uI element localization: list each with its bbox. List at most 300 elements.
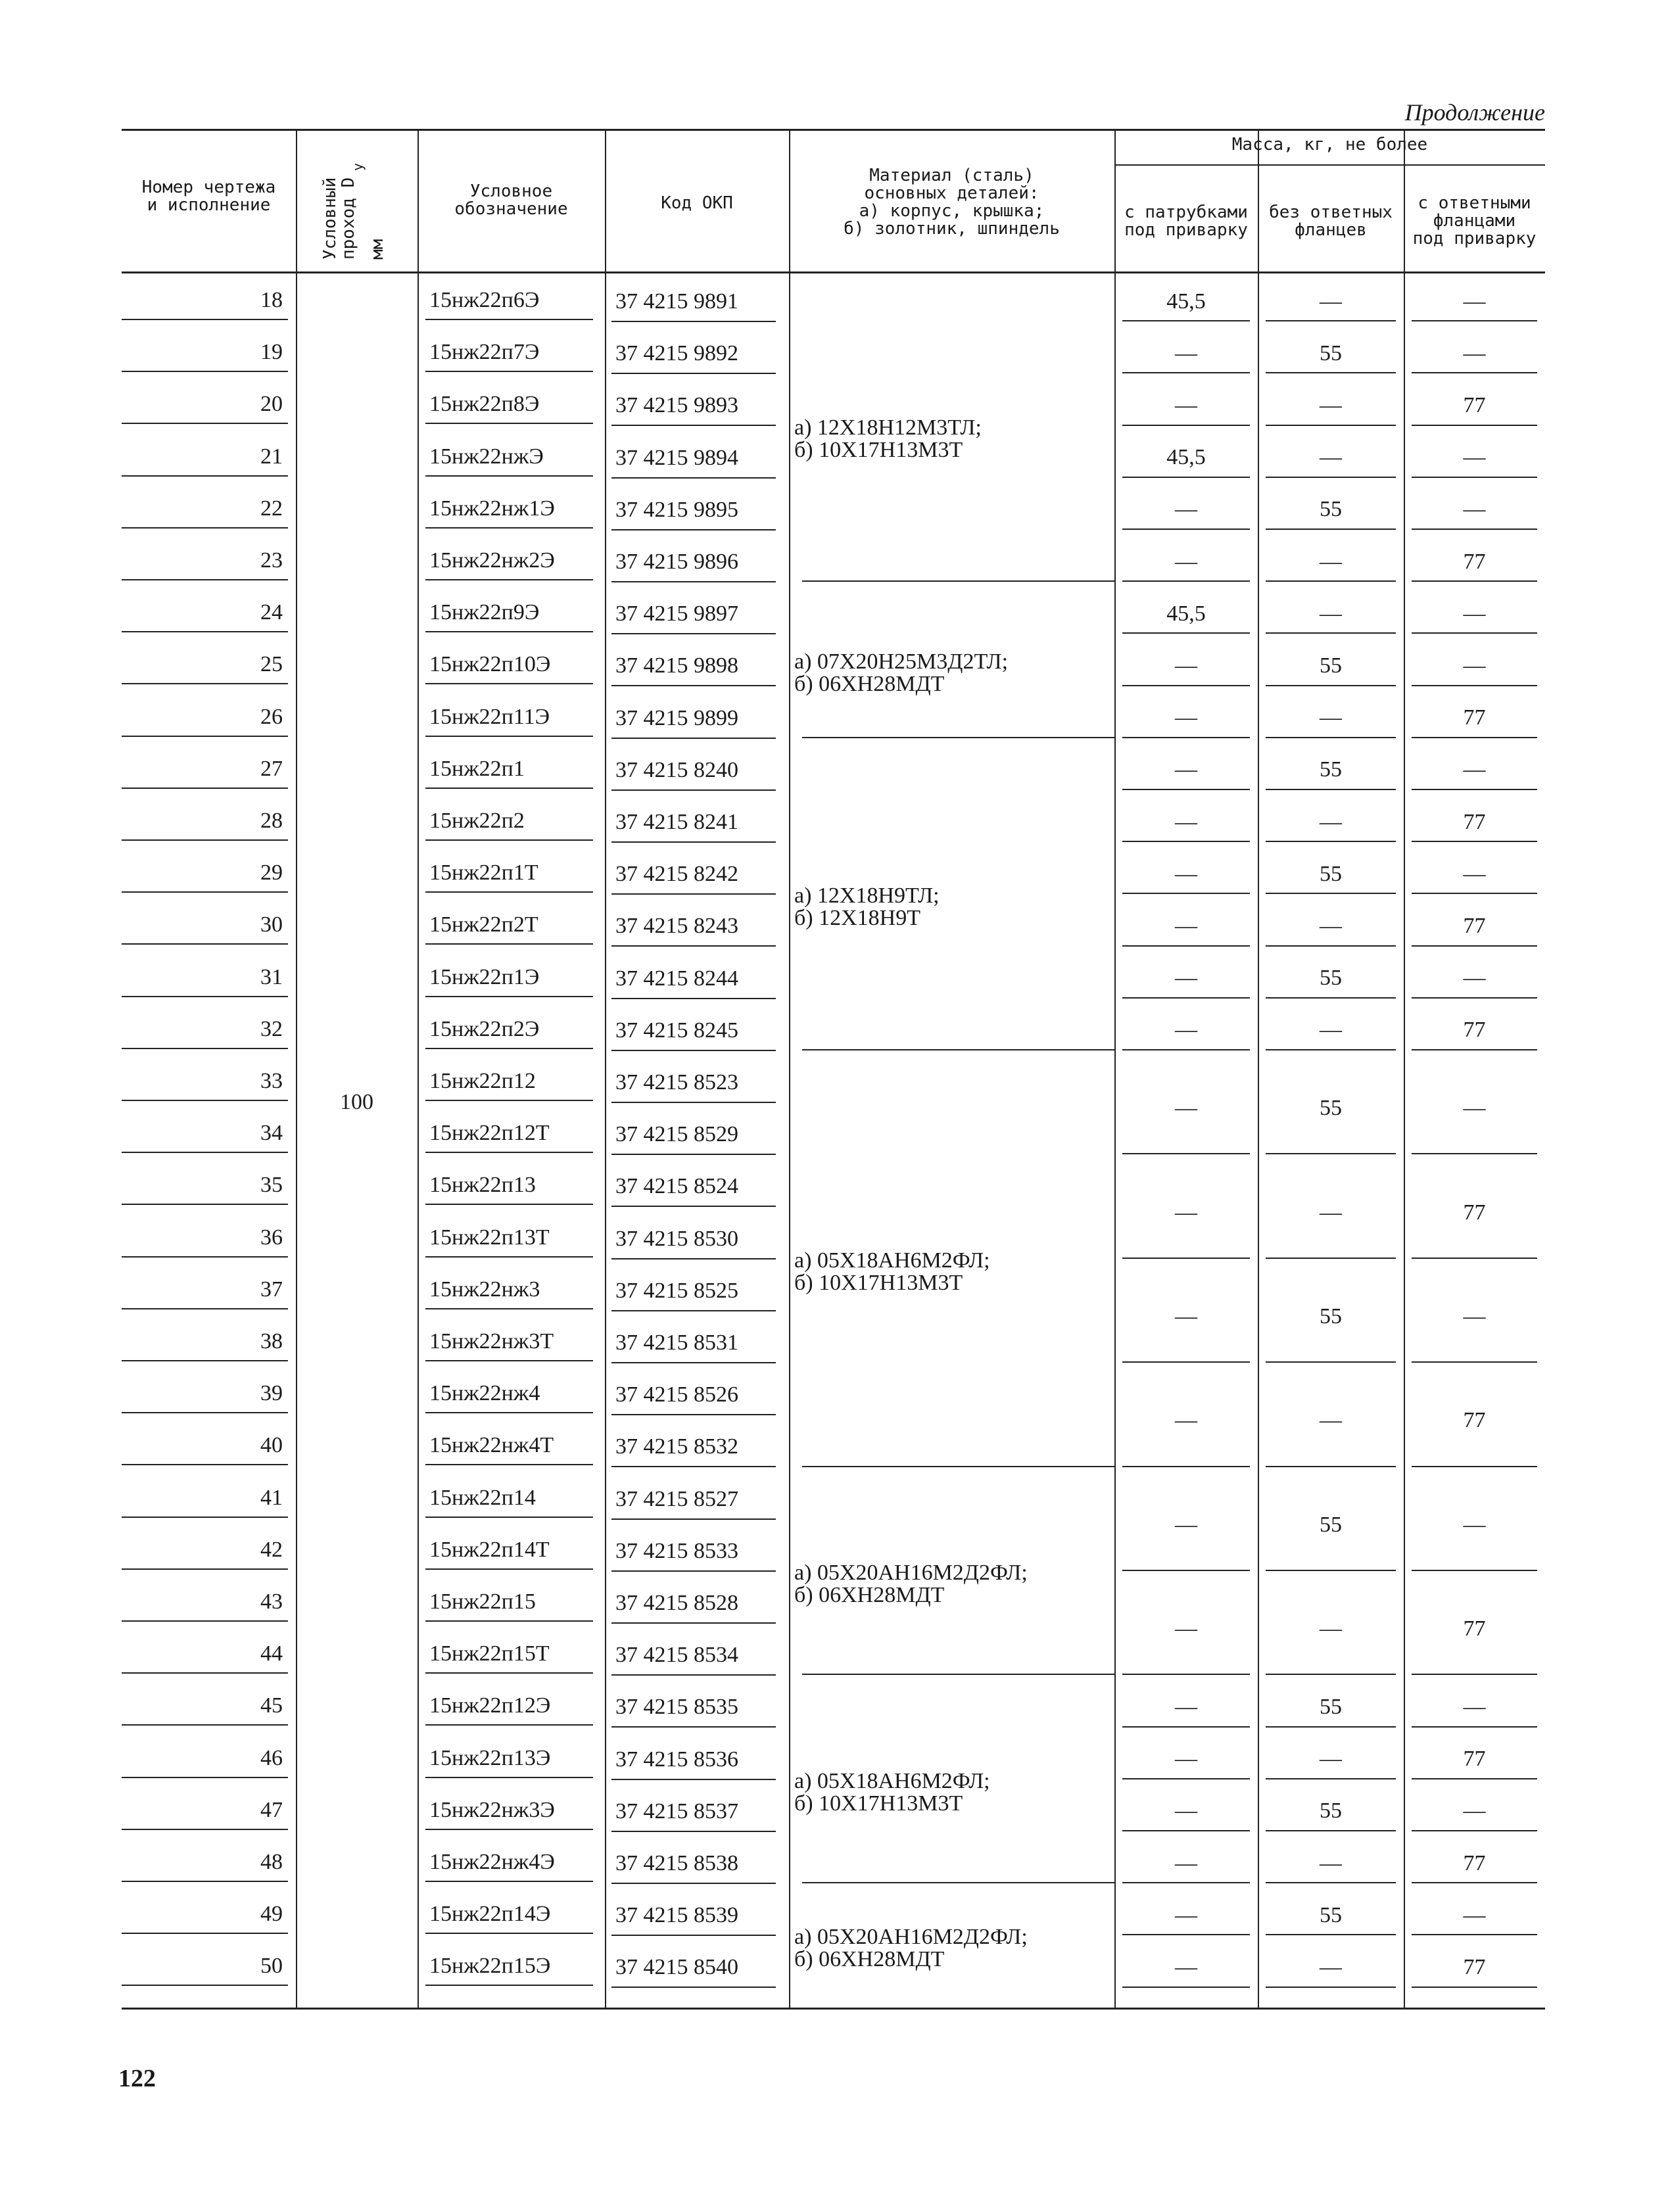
- mass-underline: [1412, 425, 1537, 426]
- mass-value-cell: 55: [1320, 653, 1342, 678]
- okp-code-cell: 37 4215 8538: [615, 1851, 738, 1875]
- row-underline: [122, 1985, 288, 1986]
- mass-underline: [1266, 1674, 1396, 1675]
- drawing-number-cell: 32: [260, 1016, 283, 1041]
- mass-value-cell: 77: [1463, 1850, 1486, 1875]
- designation-cell: 15нж22п2: [429, 809, 525, 833]
- okp-code-cell: 37 4215 8523: [615, 1070, 738, 1094]
- row-underline: [425, 631, 593, 632]
- row-underline: [425, 579, 593, 580]
- mass-value-cell: —: [1320, 601, 1342, 626]
- mass-value-cell: —: [1175, 966, 1197, 991]
- designation-cell: 15нж22нж2Э: [429, 548, 555, 573]
- drawing-number-cell: 26: [260, 704, 283, 729]
- mass-underline: [1266, 1258, 1396, 1259]
- mass-value-cell: —: [1463, 445, 1486, 470]
- row-underline: [611, 1831, 776, 1832]
- header-okp-code: Код ОКП: [661, 193, 733, 213]
- mass-underline: [1412, 1361, 1537, 1363]
- drawing-number-cell: 23: [260, 548, 283, 573]
- designation-cell: 15нж22п12Э: [429, 1693, 551, 1718]
- mass-underline: [1266, 632, 1396, 634]
- row-underline: [425, 839, 593, 841]
- designation-cell: 15нж22п15Э: [429, 1954, 551, 1979]
- row-underline: [425, 1568, 593, 1570]
- column-divider: [789, 129, 790, 2008]
- mass-value-cell: 55: [1320, 1304, 1342, 1329]
- material-cell: а) 12Х18Н12М3ТЛ; б) 10Х17Н13М3Т: [794, 415, 982, 462]
- mass-value-cell: 55: [1320, 341, 1342, 365]
- row-underline: [425, 1829, 593, 1830]
- mass-value-cell: 55: [1320, 1695, 1342, 1719]
- mass-value-cell: 55: [1320, 1512, 1342, 1537]
- designation-cell: 15нж22нж1Э: [429, 496, 555, 521]
- mass-value-cell: —: [1320, 809, 1342, 834]
- drawing-number-cell: 29: [260, 860, 283, 885]
- mass-underline: [1122, 841, 1250, 842]
- mass-underline: [1122, 1882, 1250, 1883]
- okp-code-cell: 37 4215 8537: [615, 1799, 738, 1824]
- header-mass-noflange: без ответных фланцев: [1269, 202, 1393, 240]
- okp-code-cell: 37 4215 8531: [615, 1330, 738, 1355]
- okp-code-cell: 37 4215 8535: [615, 1695, 738, 1720]
- drawing-number-cell: 35: [260, 1173, 283, 1198]
- row-underline: [425, 996, 593, 997]
- mass-value-cell: 77: [1463, 1616, 1486, 1641]
- mass-underline: [1122, 425, 1250, 426]
- drawing-number-cell: 34: [260, 1121, 283, 1146]
- mass-value-cell: —: [1175, 1747, 1197, 1772]
- row-underline: [425, 1308, 593, 1309]
- designation-cell: 15нж22нж3Т: [429, 1329, 554, 1353]
- okp-code-cell: 37 4215 8240: [615, 757, 738, 782]
- mass-underline: [1266, 1153, 1396, 1154]
- mass-value-cell: —: [1175, 653, 1197, 678]
- mass-value-cell: —: [1175, 1955, 1197, 1979]
- drawing-number-cell: 24: [260, 600, 283, 625]
- mass-value-cell: 77: [1463, 549, 1486, 574]
- drawing-number-cell: 50: [260, 1954, 283, 1979]
- row-underline: [425, 683, 593, 684]
- column-divider: [296, 129, 297, 2008]
- row-underline: [122, 1829, 288, 1830]
- mass-underline: [1412, 372, 1537, 373]
- drawing-number-cell: 25: [260, 652, 283, 677]
- mass-value-cell: —: [1463, 601, 1486, 626]
- row-underline: [122, 1464, 288, 1465]
- mass-value-cell: —: [1320, 1850, 1342, 1875]
- drawing-number-cell: 21: [260, 444, 283, 469]
- drawing-number-cell: 44: [260, 1641, 283, 1666]
- row-underline: [425, 1204, 593, 1205]
- mass-underline: [1412, 1153, 1537, 1154]
- mass-value-cell: —: [1175, 1799, 1197, 1824]
- row-underline: [611, 529, 776, 530]
- row-underline: [122, 1412, 288, 1413]
- drawing-number-cell: 48: [260, 1850, 283, 1874]
- mass-underline: [1412, 997, 1537, 999]
- row-underline: [425, 1985, 593, 1986]
- drawing-number-cell: 47: [260, 1797, 283, 1822]
- mass-value-cell: —: [1320, 705, 1342, 730]
- header-nominal-bore-subscript: у: [350, 162, 366, 171]
- mass-underline: [1412, 737, 1537, 738]
- row-underline: [122, 1672, 288, 1674]
- mass-underline: [1122, 737, 1250, 738]
- mass-underline: [1122, 1258, 1250, 1259]
- mass-underline: [1266, 945, 1396, 947]
- row-underline: [122, 1204, 288, 1205]
- row-underline: [425, 423, 593, 424]
- mass-underline: [1266, 529, 1396, 530]
- mass-underline: [1412, 1466, 1537, 1467]
- continuation-label: Продолжение: [1404, 99, 1545, 126]
- mass-value-cell: —: [1463, 1304, 1486, 1329]
- row-underline: [425, 1048, 593, 1049]
- row-underline: [611, 373, 776, 374]
- mass-value-cell: —: [1320, 445, 1342, 470]
- mass-value-cell: —: [1320, 914, 1342, 938]
- row-underline: [122, 1881, 288, 1882]
- row-underline: [611, 1726, 776, 1728]
- mass-value-cell: —: [1463, 1096, 1486, 1121]
- mass-value-cell: —: [1175, 1512, 1197, 1537]
- row-underline: [611, 1414, 776, 1415]
- drawing-number-cell: 46: [260, 1745, 283, 1770]
- designation-cell: 15нж22п15: [429, 1589, 536, 1614]
- row-underline: [425, 1464, 593, 1465]
- row-underline: [611, 1518, 776, 1520]
- designation-cell: 15нж22нжЭ: [429, 444, 544, 469]
- drawing-number-cell: 31: [260, 964, 283, 989]
- row-underline: [122, 1933, 288, 1934]
- column-divider: [418, 129, 419, 2008]
- designation-cell: 15нж22п1Т: [429, 860, 538, 885]
- mass-underline: [1412, 1830, 1537, 1831]
- designation-cell: 15нж22п10Э: [429, 652, 551, 677]
- designation-cell: 15нж22нж3Э: [429, 1797, 555, 1822]
- mass-underline: [1122, 1153, 1250, 1154]
- mass-subheader-rule: [1114, 164, 1545, 166]
- mass-value-cell: 55: [1320, 757, 1342, 782]
- mass-value-cell: —: [1175, 549, 1197, 574]
- row-underline: [425, 1620, 593, 1622]
- row-underline: [425, 371, 593, 372]
- row-underline: [122, 423, 288, 424]
- okp-code-cell: 37 4215 8526: [615, 1382, 738, 1407]
- mass-value-cell: —: [1320, 1018, 1342, 1043]
- row-underline: [425, 527, 593, 529]
- mass-value-cell: —: [1463, 1512, 1486, 1537]
- mass-value-cell: —: [1463, 966, 1486, 991]
- designation-cell: 15нж22п14: [429, 1485, 536, 1510]
- row-underline: [611, 1310, 776, 1311]
- row-underline: [122, 1777, 288, 1778]
- row-underline: [611, 633, 776, 634]
- mass-underline: [1412, 1987, 1537, 1988]
- row-underline: [611, 789, 776, 791]
- okp-code-cell: 37 4215 9893: [615, 393, 738, 418]
- mass-value-cell: —: [1175, 393, 1197, 417]
- okp-code-cell: 37 4215 8242: [615, 862, 738, 887]
- header-mass-weld: с патрубками под приварку: [1124, 202, 1248, 240]
- drawing-number-cell: 42: [260, 1537, 283, 1562]
- okp-code-cell: 37 4215 9897: [615, 601, 738, 626]
- row-underline: [611, 1883, 776, 1884]
- okp-code-cell: 37 4215 8528: [615, 1591, 738, 1615]
- row-underline: [425, 736, 593, 737]
- mass-underline: [1266, 1778, 1396, 1779]
- okp-code-cell: 37 4215 8539: [615, 1903, 738, 1928]
- row-underline: [611, 581, 776, 582]
- mass-underline: [1266, 893, 1396, 894]
- mass-underline: [1122, 1778, 1250, 1779]
- row-underline: [611, 1050, 776, 1051]
- mass-underline: [1122, 1830, 1250, 1831]
- row-underline: [611, 738, 776, 739]
- mass-underline: [1266, 737, 1396, 738]
- material-group-rule: [802, 737, 1114, 738]
- mass-value-cell: —: [1463, 757, 1486, 782]
- mass-value-cell: —: [1175, 1200, 1197, 1225]
- designation-cell: 15нж22п15Т: [429, 1641, 550, 1666]
- mass-underline: [1122, 1674, 1250, 1675]
- mass-underline: [1266, 1570, 1396, 1571]
- row-underline: [611, 1362, 776, 1363]
- row-underline: [122, 736, 288, 737]
- mass-underline: [1122, 580, 1250, 582]
- row-underline: [611, 1258, 776, 1259]
- drawing-number-cell: 49: [260, 1902, 283, 1927]
- row-underline: [425, 1256, 593, 1258]
- row-underline: [122, 788, 288, 789]
- mass-underline: [1412, 1726, 1537, 1728]
- header-nominal-bore-unit: мм: [368, 239, 387, 260]
- mass-value-cell: —: [1463, 341, 1486, 365]
- mass-underline: [1266, 685, 1396, 686]
- mass-value-cell: —: [1320, 1616, 1342, 1641]
- row-underline: [425, 1672, 593, 1674]
- material-group-rule: [802, 580, 1114, 582]
- material-cell: а) 05Х18АН6М2ФЛ; б) 10Х17Н13М3Т: [794, 1768, 990, 1816]
- mass-value-cell: —: [1463, 653, 1486, 678]
- row-underline: [425, 891, 593, 893]
- row-underline: [122, 1724, 288, 1726]
- row-underline: [611, 425, 776, 426]
- mass-underline: [1122, 1049, 1250, 1050]
- okp-code-cell: 37 4215 9892: [615, 341, 738, 366]
- row-underline: [122, 943, 288, 945]
- designation-cell: 15нж22нж4: [429, 1381, 540, 1406]
- okp-code-cell: 37 4215 8525: [615, 1278, 738, 1303]
- designation-cell: 15нж22п8Э: [429, 392, 540, 417]
- mass-underline: [1122, 320, 1250, 321]
- material-cell: а) 05Х18АН6М2ФЛ; б) 10Х17Н13М3Т: [794, 1248, 990, 1295]
- drawing-number-cell: 22: [260, 496, 283, 521]
- row-underline: [122, 1100, 288, 1101]
- mass-underline: [1412, 841, 1537, 842]
- drawing-number-cell: 38: [260, 1329, 283, 1353]
- mass-underline: [1266, 372, 1396, 373]
- mass-value-cell: 55: [1320, 1799, 1342, 1824]
- okp-code-cell: 37 4215 8243: [615, 914, 738, 939]
- header-mass: Масса, кг, не более: [1231, 135, 1428, 154]
- mass-underline: [1122, 1987, 1250, 1988]
- material-cell: а) 07Х20Н25М3Д2ТЛ; б) 06ХН28МДТ: [794, 649, 1009, 696]
- mass-value-cell: —: [1175, 809, 1197, 834]
- row-underline: [122, 527, 288, 529]
- mass-value-cell: —: [1175, 1616, 1197, 1641]
- drawing-number-cell: 27: [260, 756, 283, 781]
- mass-underline: [1122, 632, 1250, 634]
- mass-underline: [1266, 320, 1396, 321]
- mass-value-cell: 77: [1463, 914, 1486, 938]
- row-underline: [611, 685, 776, 686]
- okp-code-cell: 37 4215 9898: [615, 653, 738, 678]
- material-group-rule: [802, 1466, 1114, 1467]
- okp-code-cell: 37 4215 9896: [615, 550, 738, 574]
- mass-value-cell: —: [1320, 1955, 1342, 1979]
- row-underline: [122, 683, 288, 684]
- row-underline: [611, 321, 776, 322]
- okp-code-cell: 37 4215 9895: [615, 497, 738, 522]
- mass-underline: [1412, 529, 1537, 530]
- designation-cell: 15нж22п13Э: [429, 1745, 551, 1770]
- row-underline: [425, 319, 593, 320]
- row-underline: [611, 998, 776, 999]
- drawing-number-cell: 20: [260, 392, 283, 417]
- mass-underline: [1266, 477, 1396, 478]
- row-underline: [122, 1152, 288, 1153]
- row-underline: [425, 788, 593, 789]
- mass-underline: [1412, 1049, 1537, 1050]
- row-underline: [122, 891, 288, 893]
- row-underline: [425, 1517, 593, 1518]
- mass-value-cell: —: [1175, 861, 1197, 886]
- row-underline: [425, 1152, 593, 1153]
- designation-cell: 15нж22п1: [429, 756, 525, 781]
- designation-cell: 15нж22п12: [429, 1069, 536, 1093]
- okp-code-cell: 37 4215 8536: [615, 1747, 738, 1772]
- mass-underline: [1122, 477, 1250, 478]
- material-group-rule: [802, 1049, 1114, 1050]
- row-underline: [122, 579, 288, 580]
- okp-code-cell: 37 4215 8540: [615, 1955, 738, 1980]
- mass-underline: [1266, 1726, 1396, 1728]
- row-underline: [611, 1206, 776, 1207]
- designation-cell: 15нж22нж4Э: [429, 1850, 555, 1874]
- row-underline: [611, 893, 776, 895]
- row-underline: [611, 841, 776, 843]
- mass-value-cell: 77: [1463, 1018, 1486, 1043]
- row-underline: [611, 477, 776, 479]
- drawing-number-cell: 37: [260, 1277, 283, 1302]
- okp-code-cell: 37 4215 8245: [615, 1018, 738, 1043]
- mass-underline: [1122, 1934, 1250, 1935]
- drawing-number-cell: 39: [260, 1381, 283, 1406]
- mass-value-cell: —: [1463, 1799, 1486, 1824]
- mass-value-cell: —: [1320, 549, 1342, 574]
- row-underline: [122, 1360, 288, 1361]
- okp-code-cell: 37 4215 9891: [615, 289, 738, 314]
- mass-value-cell: —: [1175, 914, 1197, 938]
- row-underline: [611, 945, 776, 947]
- mass-value-cell: 77: [1463, 393, 1486, 417]
- mass-value-cell: —: [1175, 757, 1197, 782]
- mass-underline: [1412, 477, 1537, 478]
- row-underline: [122, 839, 288, 841]
- drawing-number-cell: 19: [260, 340, 283, 365]
- designation-cell: 15нж22п13Т: [429, 1225, 550, 1250]
- header-nominal-bore: Условный проход D: [320, 177, 358, 260]
- mass-underline: [1122, 1466, 1250, 1467]
- mass-underline: [1412, 1882, 1537, 1883]
- row-underline: [425, 1724, 593, 1726]
- designation-cell: 15нж22нж4Т: [429, 1433, 554, 1458]
- mass-value-cell: 55: [1320, 1096, 1342, 1121]
- row-underline: [425, 1412, 593, 1413]
- designation-cell: 15нж22п1Э: [429, 964, 540, 989]
- okp-code-cell: 37 4215 8530: [615, 1226, 738, 1251]
- row-underline: [611, 1622, 776, 1624]
- page-number: 122: [118, 2065, 156, 2092]
- okp-code-cell: 37 4215 8533: [615, 1538, 738, 1563]
- mass-value-cell: —: [1175, 1695, 1197, 1719]
- okp-code-cell: 37 4215 9899: [615, 705, 738, 730]
- mass-underline: [1412, 632, 1537, 634]
- mass-value-cell: 45,5: [1166, 289, 1206, 314]
- okp-code-cell: 37 4215 8529: [615, 1122, 738, 1147]
- mass-underline: [1266, 1361, 1396, 1363]
- mass-underline: [1412, 1778, 1537, 1779]
- okp-code-cell: 37 4215 8241: [615, 810, 738, 834]
- mass-underline: [1412, 685, 1537, 686]
- mass-underline: [1122, 1726, 1250, 1728]
- row-underline: [122, 371, 288, 372]
- drawing-number-cell: 28: [260, 809, 283, 833]
- row-underline: [122, 319, 288, 320]
- mass-underline: [1122, 1570, 1250, 1571]
- mass-value-cell: 45,5: [1166, 445, 1206, 470]
- mass-value-cell: —: [1463, 1902, 1486, 1927]
- designation-cell: 15нж22п2Т: [429, 912, 538, 937]
- mass-underline: [1412, 1674, 1537, 1675]
- mass-value-cell: 77: [1463, 1408, 1486, 1433]
- row-underline: [122, 1517, 288, 1518]
- row-underline: [425, 943, 593, 945]
- mass-underline: [1122, 685, 1250, 686]
- row-underline: [425, 1933, 593, 1934]
- header-material: Материал (сталь) основных деталей: а) корпус, крышка; б) золотник, шпиндель: [844, 166, 1060, 239]
- okp-code-cell: 37 4215 8527: [615, 1486, 738, 1511]
- mass-value-cell: —: [1175, 1096, 1197, 1121]
- designation-cell: 15нж22п13: [429, 1173, 536, 1198]
- row-underline: [122, 1620, 288, 1622]
- mass-underline: [1412, 945, 1537, 947]
- mass-value-cell: —: [1175, 1408, 1197, 1433]
- mass-value-cell: 45,5: [1166, 601, 1206, 626]
- table-bottom-rule: [122, 2008, 1545, 2010]
- header-top-rule: [122, 129, 1545, 131]
- mass-value-cell: 77: [1463, 1955, 1486, 1979]
- mass-underline: [1412, 580, 1537, 582]
- drawing-number-cell: 43: [260, 1589, 283, 1614]
- mass-underline: [1412, 1934, 1537, 1935]
- mass-value-cell: —: [1320, 1408, 1342, 1433]
- mass-underline: [1412, 789, 1537, 790]
- row-underline: [122, 1568, 288, 1570]
- row-underline: [425, 1777, 593, 1778]
